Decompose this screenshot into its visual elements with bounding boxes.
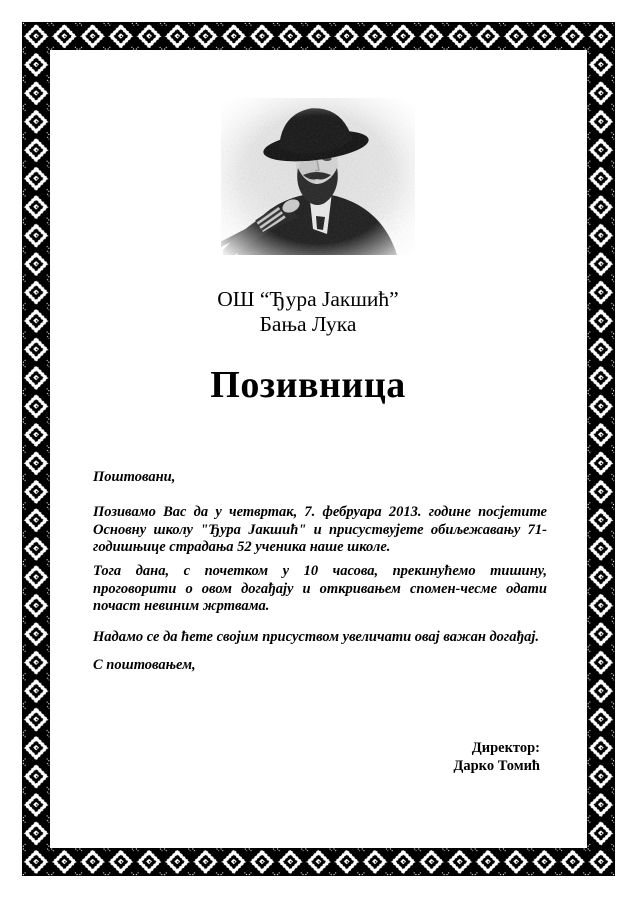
invitation-paragraph xyxy=(93,504,547,557)
salutation: Поштовани, xyxy=(93,469,176,485)
text-line: почаст невиним жртвама. xyxy=(93,598,270,614)
text-line: Основну школу "Ђура Јакшић" и присуствујете обиљежавању 71- xyxy=(93,521,547,538)
signature-name: Дарко Томић xyxy=(453,757,540,774)
text-line: проговорити о овом догађају и откривањем спомен-чесме одати xyxy=(93,580,547,597)
school-header xyxy=(0,287,616,336)
signature-role: Директор: xyxy=(471,740,540,756)
school-name: ОШ “Ђура Јакшић” xyxy=(217,287,399,311)
program-paragraph xyxy=(93,563,547,616)
text-line: годишњице страдања 52 ученика наше школе. xyxy=(93,539,391,555)
text-line: Тога дана, с почетком у 10 часова, прекинућемо тишину, xyxy=(93,563,547,579)
portrait-photo xyxy=(221,98,415,255)
page-title: Позивница xyxy=(210,364,406,406)
text-line: Позивамо Вас да у четвртак, 7. фебруара 2013. године посјетите xyxy=(93,504,547,520)
signature-block xyxy=(453,740,540,775)
closing-line: С поштовањем, xyxy=(93,657,196,673)
hope-paragraph: Надамо се да ћете својим присуством увеличати овај важан догађај. xyxy=(93,629,540,645)
school-city: Бања Лука xyxy=(259,311,357,336)
